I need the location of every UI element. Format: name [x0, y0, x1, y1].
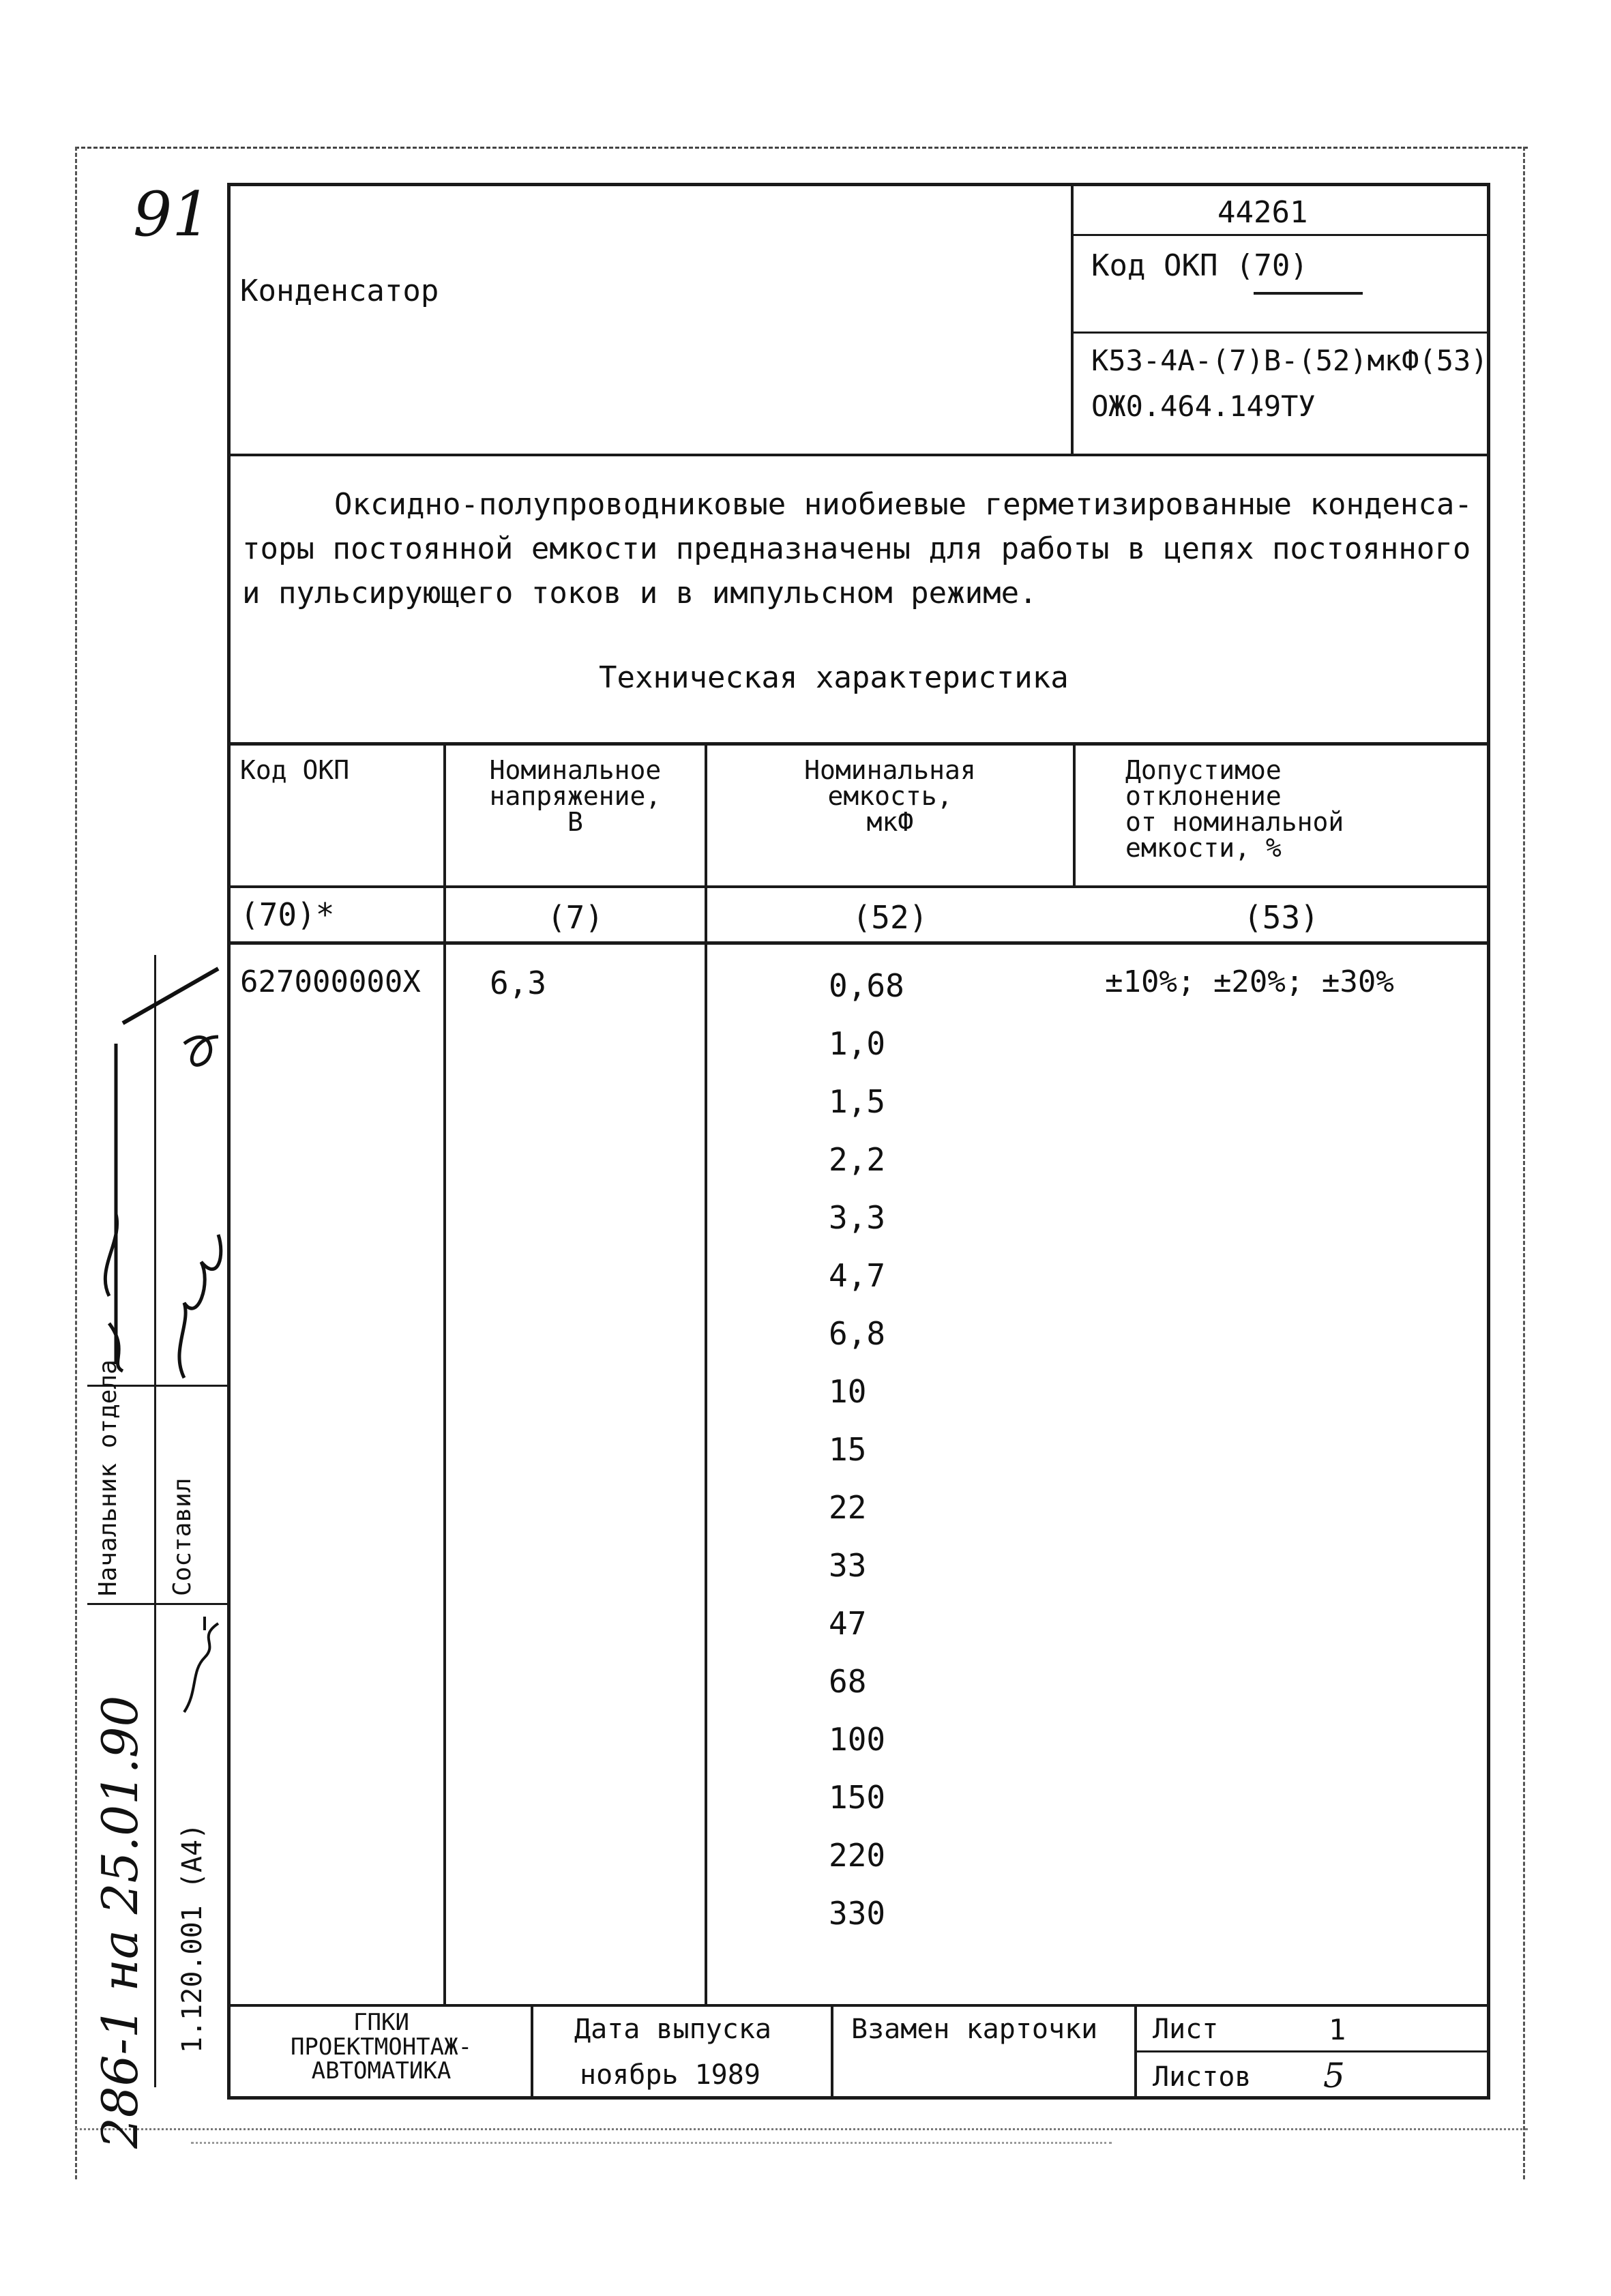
- col-header-tolerance-line-3: от номинальной: [1125, 807, 1344, 837]
- signature-marks: [82, 941, 232, 1385]
- tu-document: ОЖ0.464.149ТУ: [1091, 389, 1316, 423]
- side-chief-label: Начальник отдела: [94, 1359, 122, 1596]
- col-code-capacitance: (52): [852, 899, 928, 936]
- col-header-tolerance-line-1: Допустимое: [1125, 755, 1282, 785]
- capacitance-value: 4,7: [829, 1257, 886, 1294]
- capacitance-value: 2,2: [829, 1141, 886, 1178]
- footer-org-line-3: АВТОМАТИКА: [311, 2057, 452, 2085]
- reg-signature: [177, 1610, 232, 1719]
- okp-code-underline: [1254, 292, 1363, 295]
- footer-date-value: ноябрь 1989: [580, 2059, 760, 2091]
- footer-sheet-line: [1134, 2050, 1488, 2052]
- handwritten-page-number: 91: [133, 179, 211, 250]
- col-code-tolerance: (53): [1243, 899, 1319, 936]
- capacitance-value: 47: [829, 1605, 867, 1642]
- okp-code-label: Код ОКП (70): [1091, 248, 1308, 283]
- table-top-line: [227, 742, 1490, 746]
- capacitance-value: 22: [829, 1489, 867, 1526]
- row-tolerance: ±10%; ±20%; ±30%: [1105, 965, 1394, 999]
- description-line-2: торы постоянной емкости предназначены для работы в цепях постоянного: [242, 531, 1471, 566]
- col-header-tolerance: [1125, 757, 1344, 861]
- col-header-tolerance-line-4: емкости, %: [1125, 833, 1282, 863]
- footer-organization: [232, 2011, 531, 2084]
- card-right-border: [1487, 183, 1490, 2100]
- footer-sheets-value: 5: [1323, 2056, 1345, 2095]
- col-header-voltage-line-1: Номинальное: [489, 755, 662, 785]
- designation: К53-4А-(7)В-(52)мкФ(53): [1091, 344, 1488, 377]
- capacitance-value: 33: [829, 1547, 867, 1584]
- signature-stroke: [105, 1214, 123, 1371]
- product-name: Конденсатор: [240, 274, 439, 308]
- header-bottom-line: [227, 454, 1490, 456]
- description-line-1: Оксидно-полупроводниковые ниобиевые герметизированные конденса-: [334, 487, 1473, 522]
- reg-signature-stroke: [184, 1617, 218, 1712]
- col-code-voltage: (7): [546, 899, 604, 936]
- side-strip-line-2: [87, 1603, 227, 1605]
- side-form-code: 1.120.001 (А4): [177, 1823, 208, 2053]
- capacitance-value: 68: [829, 1663, 867, 1700]
- signature-stroke: [184, 1037, 218, 1065]
- capacitance-value: 220: [829, 1837, 886, 1874]
- card-bottom-border: [227, 2096, 1490, 2100]
- footer-org-line-2: ПРОЕКТМОНТАЖ-: [290, 2033, 473, 2061]
- card-number: 44261: [1217, 195, 1308, 230]
- col-code-okp: (70)*: [240, 896, 335, 933]
- header-divider: [1071, 183, 1074, 456]
- footer-divider-1: [531, 2004, 533, 2098]
- capacitance-value: 10: [829, 1373, 867, 1410]
- col-header-capacitance-line-1: Номинальная: [804, 755, 976, 785]
- col-header-capacitance: [707, 757, 1073, 835]
- row-okp-code: 627000000X: [240, 965, 421, 999]
- header-line-2: [1071, 332, 1488, 334]
- capacitance-value: 100: [829, 1721, 886, 1758]
- col-header-okp: Код ОКП: [240, 755, 350, 785]
- side-handwritten-registration: 286-1 на 25.01.90: [91, 1695, 149, 2149]
- side-author-label: Составил: [168, 1477, 196, 1596]
- capacitance-value: 15: [829, 1431, 867, 1468]
- description-line-3: и пульсирующего токов и в импульсном режиме.: [242, 576, 1037, 610]
- capacitance-value: 0,68: [829, 967, 904, 1004]
- col-header-tolerance-line-2: отклонение: [1125, 781, 1282, 811]
- capacitance-value: 1,0: [829, 1025, 886, 1062]
- capacitance-value: 330: [829, 1895, 886, 1932]
- row-voltage: 6,3: [490, 965, 547, 1001]
- footer-date-label: Дата выпуска: [574, 2014, 771, 2045]
- card-top-border: [227, 183, 1490, 186]
- footer-sheet-label: Лист: [1153, 2014, 1219, 2045]
- capacitance-value: 6,8: [829, 1315, 886, 1352]
- frame-right-dashes: [1523, 147, 1525, 2179]
- table-header-line: [227, 885, 1490, 888]
- capacitance-value: 1,5: [829, 1083, 886, 1120]
- footer-top-line: [227, 2004, 1490, 2007]
- footer-divider-2: [831, 2004, 833, 2098]
- col-header-voltage: [446, 757, 705, 835]
- footer-sheets-label: Листов: [1153, 2061, 1252, 2093]
- capacitance-value: 150: [829, 1779, 886, 1816]
- frame-top-dashes: [75, 147, 1528, 149]
- table-codes-line: [227, 941, 1490, 945]
- col-header-capacitance-line-3: мкФ: [866, 807, 914, 837]
- bottom-faint-dots: [191, 2142, 1112, 2144]
- col-header-capacitance-line-2: емкость,: [827, 781, 953, 811]
- col-header-voltage-line-3: В: [567, 807, 583, 837]
- footer-org-line-1: ГПКИ: [353, 2009, 409, 2036]
- footer-sheet-value: 1: [1329, 2013, 1346, 2046]
- col-header-voltage-line-2: напряжение,: [489, 781, 662, 811]
- frame-left-dashes: [75, 147, 77, 2179]
- footer-replaces-label: Взамен карточки: [851, 2014, 1098, 2045]
- capacitance-value: 3,3: [829, 1199, 886, 1236]
- signature-stroke: [123, 969, 218, 1023]
- frame-bottom-dashes: [75, 2128, 1528, 2130]
- signature-stroke: [179, 1235, 221, 1378]
- table-title: Техническая характеристика: [599, 660, 1069, 695]
- table-col-divider-3: [1073, 742, 1076, 888]
- header-line-1: [1071, 234, 1488, 236]
